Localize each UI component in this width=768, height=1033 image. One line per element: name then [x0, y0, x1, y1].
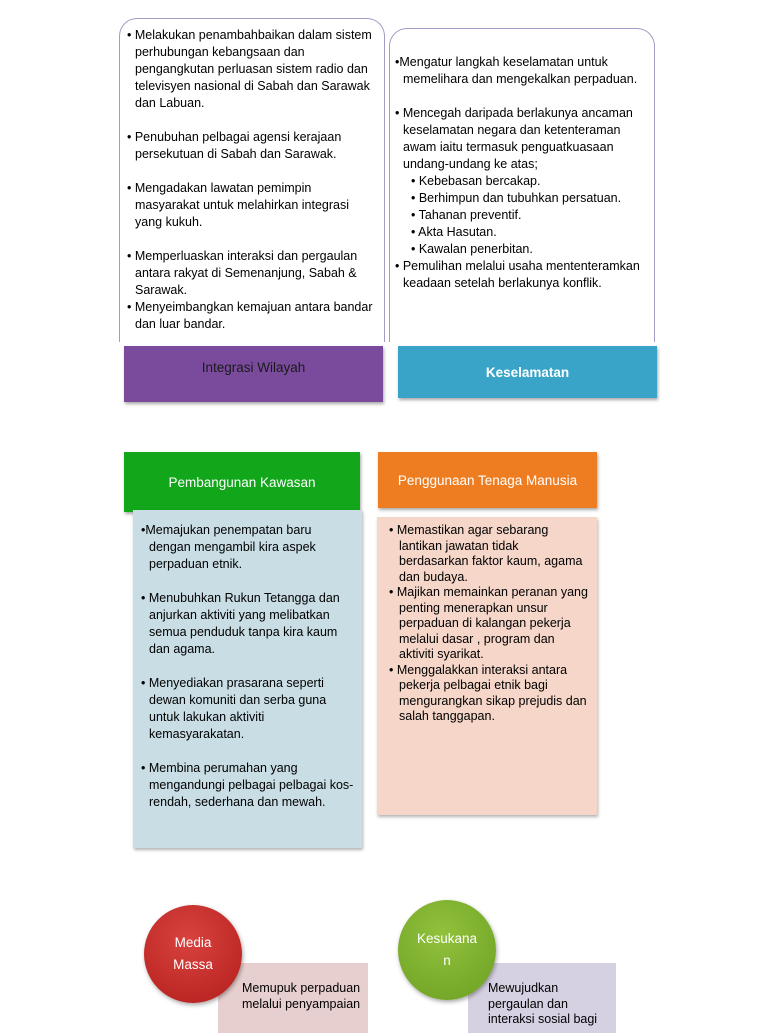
media-massa-label-line2: Massa	[173, 957, 213, 972]
tenaga-manusia-header: Penggunaan Tenaga Manusia	[378, 452, 597, 508]
sub-list-item: • Kawalan penerbitan.	[411, 242, 533, 256]
kesukanan-label-line1: Kesukana	[416, 931, 478, 946]
keselamatan-header: Keselamatan	[398, 346, 657, 398]
kesukanan-circle	[398, 900, 496, 1000]
integrasi-wilayah-header: Integrasi Wilayah	[124, 346, 383, 402]
media-massa-text-box	[218, 963, 368, 1033]
list-item: • Membina perumahan yang mengandungi pelbagai pelbagai kos- rendah, sederhana dan mewah.	[141, 761, 354, 809]
sub-list-item: • Akta Hasutan.	[411, 225, 497, 239]
list-item: • Melakukan penambahbaikan dalam sistem perhubungan kebangsaan dan pengangkutan perluasan sistem radio dan televisyen nasional di Sabah dan Sarawak dan Labuan.	[127, 28, 372, 110]
list-item: • Penubuhan pelbagai agensi kerajaan persekutuan di Sabah dan Sarawak.	[127, 130, 342, 161]
list-item: • Memperluaskan interaksi dan pergaulan antara rakyat di Semenanjung, Sabah & Sarawak.	[127, 249, 358, 297]
kesukanan-text: Mewujudkan pergaulan dan interaksi sosial bagi	[488, 981, 598, 1026]
tenaga-manusia-text-box	[377, 517, 597, 815]
list-item: • Majikan memainkan peranan yang penting menerapkan unsur perpaduan di kalangan pekerja melalui dasar , program dan aktiviti syarikat.	[389, 585, 588, 661]
list-item: • Menyediakan prasarana seperti dewan komuniti dan serba guna untuk lakukan aktiviti kemasyarakatan.	[141, 676, 327, 741]
media-massa-text: Memupuk perpaduan melalui penyampaian	[242, 981, 361, 1011]
list-item: • Menubuhkan Rukun Tetangga dan anjurkan aktiviti yang melibatkan semua penduduk tanpa kira kaum dan agama.	[141, 591, 340, 656]
list-item: •Memajukan penempatan baru dengan mengambil kira aspek perpaduan etnik.	[141, 523, 316, 571]
pembangunan-kawasan-text-box	[133, 510, 362, 848]
integrasi-wilayah-text-box	[119, 18, 385, 342]
list-item: • Memastikan agar sebarang lantikan jawatan tidak berdasarkan faktor kaum, agama dan budaya.	[389, 523, 583, 584]
list-item: • Pemulihan melalui usaha mententeramkan keadaan setelah berlakunya konflik.	[395, 259, 640, 290]
list-item: • Menyeimbangkan kemajuan antara bandar dan luar bandar.	[127, 300, 373, 331]
list-item: • Mengadakan lawatan pemimpin masyarakat untuk melahirkan integrasi yang kukuh.	[127, 181, 349, 229]
sub-list-item: • Tahanan preventif.	[411, 208, 522, 222]
media-massa-label-line1: Media	[174, 935, 212, 950]
sub-list-item: • Kebebasan bercakap.	[411, 174, 541, 188]
kesukanan-label-line2: n	[443, 953, 451, 968]
list-item: •Mengatur langkah keselamatan untuk memelihara dan mengekalkan perpaduan.	[395, 55, 638, 86]
list-item: • Menggalakkan interaksi antara pekerja pelbagai etnik bagi mengurangkan sikap prejudis dan salah tanggapan.	[389, 662, 587, 723]
list-item: • Mencegah daripada berlakunya ancaman keselamatan negara dan ketenteraman awam iaitu termasuk penguatkuasaan undang-undang ke atas;	[395, 106, 633, 171]
pembangunan-kawasan-header: Pembangunan Kawasan	[124, 452, 360, 512]
keselamatan-text-box	[389, 28, 655, 342]
sub-list-item: • Berhimpun dan tubuhkan persatuan.	[411, 191, 622, 205]
media-massa-circle	[144, 905, 242, 1003]
